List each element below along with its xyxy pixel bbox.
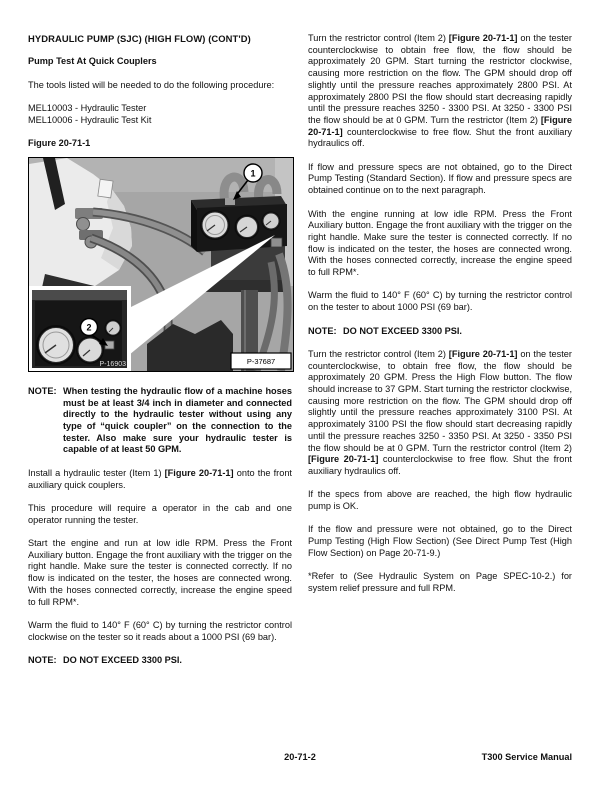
note: [28, 655, 292, 667]
figure-20-71-1: [28, 157, 294, 372]
text-run: Turn the restrictor control (Item 2): [308, 348, 449, 359]
paragraph: [308, 209, 572, 279]
text-run: If the flow and pressure were not obtained, go to the Direct Pump Testing (High Flow Section) (See Direct Pump Test (High Flow Section) on Page 20-71-9.): [308, 524, 572, 558]
callout-1-number: 1: [250, 168, 256, 179]
left-column-top: [28, 33, 292, 150]
callout-2-number: 2: [86, 322, 92, 333]
text-run: Warm the fluid to 140° F (60° C) by turning the restrictor control on the tester to about 1000 PSI (69 bar).: [308, 290, 572, 313]
note: [308, 326, 572, 338]
figure-reference: [Figure 20-71-1]: [164, 467, 234, 478]
paragraph: [28, 503, 292, 526]
note-label: NOTE:: [28, 385, 57, 396]
tool-item: MEL10003 - Hydraulic Tester: [28, 103, 147, 114]
text-run: counterclockwise to free flow. Shut the front auxiliary hydraulics off.: [308, 454, 572, 476]
text-run: The tools listed will be needed to do the following procedure:: [28, 79, 275, 90]
paragraph: [308, 524, 572, 559]
page-number: 20-71-2: [284, 752, 316, 762]
text-run: If the specs from above are reached, the high flow hydraulic pump is OK.: [308, 489, 572, 512]
paragraph: [28, 538, 292, 608]
paragraph: [28, 468, 292, 491]
paragraph: [308, 571, 572, 594]
paragraph: [308, 33, 572, 150]
note-text: DO NOT EXCEED 3300 PSI.: [343, 325, 462, 336]
text-run: Start the engine and run at low idle RPM. Press the Front Auxiliary button. Engage the front auxiliary with the trigger on the right handle. Make sure the tester is connected correctly. If no flow is indicated on the tester, the hoses are connected wrong. With the hoses connected correctly, increase the engine speed to full RPM*.: [28, 538, 292, 607]
left-column-bottom: [28, 386, 292, 667]
paragraph: [308, 489, 572, 512]
figure-caption: Figure 20-71-1: [28, 138, 91, 149]
tool-list: [28, 103, 292, 126]
left-column: [28, 33, 292, 678]
manual-title: T300 Service Manual: [481, 752, 572, 762]
text-run: This procedure will require a operator in the cab and one operator running the tester.: [28, 502, 292, 525]
photo-id-inset: P-16903: [99, 360, 126, 368]
photo-id-main: P-37687: [246, 356, 276, 366]
tool-item: MEL10006 - Hydraulic Test Kit: [28, 114, 152, 125]
sub-heading: Pump Test At Quick Couplers: [28, 56, 157, 67]
text-run: Install a hydraulic tester (Item 1): [28, 467, 165, 478]
note-label: NOTE:: [28, 655, 57, 666]
paragraph: [28, 620, 292, 643]
note: [28, 386, 292, 456]
restrictor-control: [271, 238, 282, 247]
paragraph: [28, 80, 292, 92]
figure-photo: [29, 158, 293, 371]
figure-reference: [Figure 20-71-1]: [448, 33, 518, 43]
paragraph: [308, 290, 572, 313]
text-run: *Refer to (See Hydraulic System on Page SPEC-10-2.) for system relief pressure and full RPM.: [308, 571, 572, 593]
text-run: onto the front auxiliary quick couplers.: [28, 467, 292, 490]
figure-reference: [Figure 20-71-1]: [308, 114, 572, 137]
right-column: [308, 33, 572, 606]
figure-reference: [Figure 20-71-1]: [448, 348, 518, 359]
text-run: If flow and pressure specs are not obtained, go to the Direct Pump Testing (Standard Section). If flow and pressure specs are obtained continue on to the next paragraph.: [308, 161, 572, 196]
text-run: on the tester counterclockwise, to obtain free flow, the flow should be approximately 20 GPM. Press the High Flow button. The flow should increase to 37 GPM. Start turning the restrictor clockwise, causing more restriction on the flow. The GPM should drop off slightly until the pressure reaches approximately 3100 PSI. At approximately 3100 PSI the flow should start decreasing rapidly until the pressure reaches 3250 - 3350 PSI. At 3250 - 3350 PSI the flow should be at 0 GPM. Turn the restrictor control (Item 2): [308, 348, 572, 453]
note-label: NOTE:: [308, 325, 337, 336]
text-run: on the tester counterclockwise to obtain free flow, the flow should be approximately 20 GPM. Start turning the restrictor clockwise, causing more restriction on the flow. The GPM should drop off slightly until the pressure reaches approximately 2800 PSI. At approximately 2800 PSI the flow should start decreasing rapidly until the pressure reaches 3250 - 3300 PSI. At 3250 - 3300 PSI the flow should be at 0 GPM. Turn the restrictor (Item 2): [308, 33, 572, 125]
hydraulic-tester: [191, 196, 287, 252]
text-run: Turn the restrictor control (Item 2): [308, 33, 449, 43]
inset-photo: [30, 288, 129, 370]
text-run: With the engine running at low idle RPM. Press the Front Auxiliary button. Engage the front auxiliary with the trigger on the right handle. Make sure the tester is connected correctly. If no flow is indicated on the tester, the hoses are connected wrong. With the hoses connected correctly, increase the engine speed to full RPM*.: [308, 208, 572, 278]
text-run: counterclockwise to free flow. Shut the front auxiliary hydraulics off.: [308, 126, 572, 149]
section-heading: HYDRAULIC PUMP (SJC) (HIGH FLOW) (CONT'D): [28, 33, 251, 44]
photo-id-main-label: [231, 353, 291, 369]
paragraph: [308, 162, 572, 197]
figure-reference: [Figure 20-71-1]: [308, 454, 379, 465]
note-text: When testing the hydraulic flow of a machine hoses must be at least 3/4 inch in diameter and connected directly to the hydraulic tester without using any type of “quick coupler” on the connection to the tester. Also make sure your hydraulic tester is capable of at least 50 GPM.: [63, 385, 292, 455]
text-run: Warm the fluid to 140° F (60° C) by turning the restrictor control clockwise on the tester so it reads about a 1000 PSI (69 bar).: [28, 619, 292, 642]
paragraph: [308, 349, 572, 478]
note-text: DO NOT EXCEED 3300 PSI.: [63, 655, 182, 666]
